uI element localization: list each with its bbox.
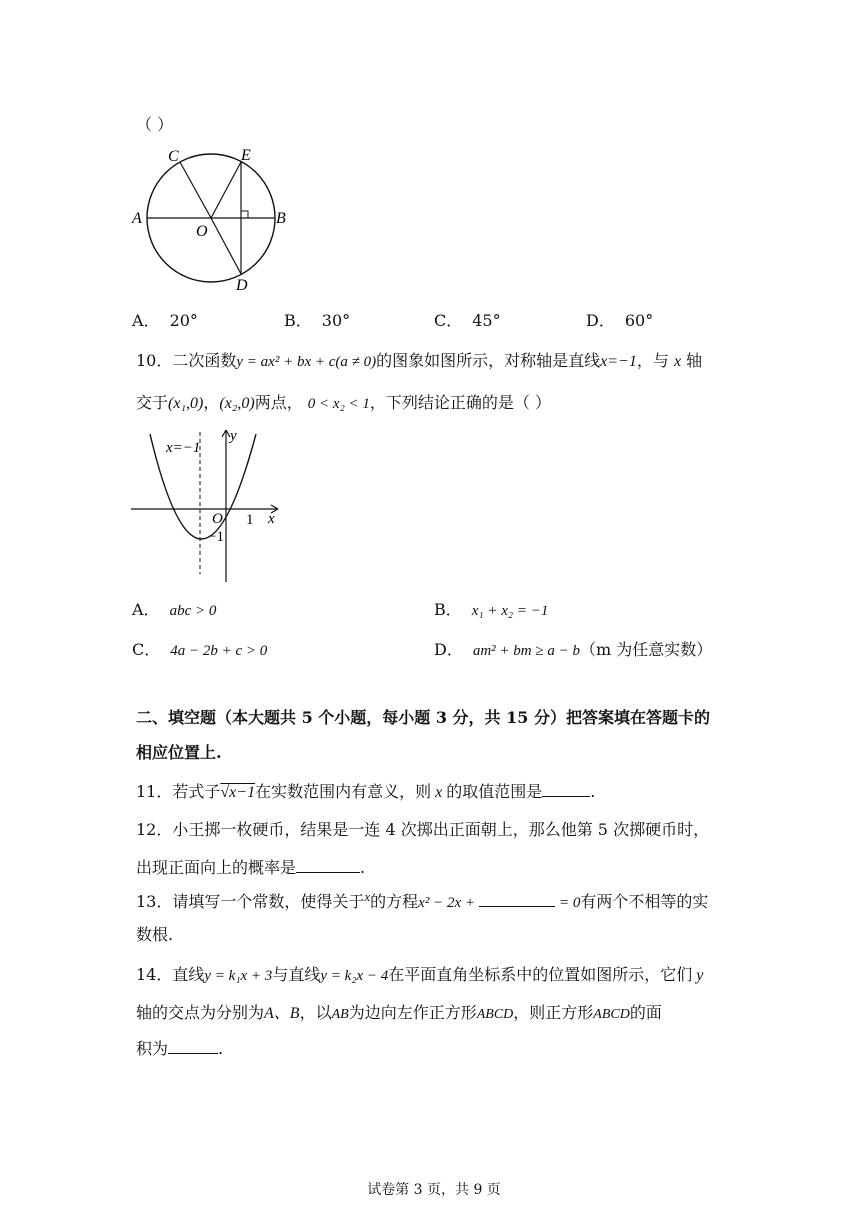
graph-axis-label: x=−1 bbox=[166, 440, 201, 456]
label-C: C bbox=[168, 148, 179, 165]
label-E: E bbox=[241, 147, 251, 164]
q10-option-c: C． 4a − 2b + c > 0 bbox=[132, 640, 268, 659]
q10-option-a: A． abc > 0 bbox=[132, 600, 217, 619]
graph-y-label: y bbox=[230, 428, 237, 444]
label-O: O bbox=[196, 223, 208, 240]
label-B: B bbox=[276, 210, 286, 227]
chord-CO bbox=[180, 162, 211, 218]
segment-OD bbox=[211, 218, 241, 274]
q11-answer-blank[interactable] bbox=[542, 782, 590, 797]
right-angle-mark bbox=[241, 211, 248, 218]
q10-option-d: D． am² + bm ≥ a − b（m 为任意实数） bbox=[434, 640, 713, 659]
q13-line2: 数根. bbox=[136, 925, 174, 944]
q9-option-a: A． 20° bbox=[132, 311, 198, 330]
section2-heading: 二、填空题（本大题共 5 个小题，每小题 3 分，共 15 分）把答案填在答题卡的 bbox=[136, 708, 710, 727]
q14-line1: 14．直线y = k₁x + 3与直线y = k₂x − 4在平面直角坐标系中的位置如图所示，它们 y bbox=[136, 965, 704, 984]
q13-answer-blank[interactable] bbox=[479, 892, 555, 907]
segment-OE bbox=[211, 162, 241, 218]
section2-heading-cont: 相应位置上. bbox=[136, 743, 222, 762]
parabola-graph bbox=[126, 424, 290, 584]
label-D: D bbox=[236, 277, 248, 292]
q10-line2: 交于(x₁,0)，(x₂,0)两点， 0 < x₂ < 1，下列结论正确的是（ ） bbox=[136, 393, 552, 412]
q14-line3: 积为 . bbox=[136, 1039, 224, 1058]
page-footer: 试卷第 3 页，共 9 页 bbox=[367, 1182, 501, 1198]
q14-answer-blank[interactable] bbox=[168, 1039, 218, 1054]
q12-answer-blank[interactable] bbox=[296, 858, 360, 873]
circle-figure bbox=[128, 142, 298, 292]
q9-option-b: B． 30° bbox=[284, 311, 351, 330]
q13-line1: 13．请填写一个常数，使得关于$^x$的方程x² − 2x + = 0有两个不相等的实 bbox=[136, 889, 709, 911]
q10-line1: 10．二次函数y = ax² + bx + c(a ≠ 0)的图象如图所示，对称轴是直线x=−1，与 x 轴 bbox=[136, 351, 703, 370]
q11: 11．若式子√x−1在实数范围内有意义，则 x 的取值范围是 . bbox=[136, 782, 596, 801]
graph-origin-label: O bbox=[212, 511, 223, 527]
graph-x-label: x bbox=[268, 511, 275, 527]
q9-option-d: D． 60° bbox=[586, 311, 654, 330]
q14-line2: 轴的交点为分别为A、B，以AB为边向左作正方形ABCD，则正方形ABCD的面 bbox=[136, 1003, 662, 1022]
q10-option-b: B． x₁ + x₂ = −1 bbox=[434, 600, 549, 619]
q12-line1: 12．小王掷一枚硬币，结果是一连 4 次掷出正面朝上，那么他第 5 次掷硬币时， bbox=[136, 820, 710, 839]
label-A: A bbox=[132, 210, 142, 227]
graph-one-label: 1 bbox=[246, 512, 254, 528]
graph-neg1-label: −1 bbox=[208, 529, 224, 545]
q9-option-c: C． 45° bbox=[434, 311, 501, 330]
q9-answer-paren: （ ） bbox=[136, 115, 174, 134]
q12-line2: 出现正面向上的概率是 . bbox=[136, 858, 366, 877]
